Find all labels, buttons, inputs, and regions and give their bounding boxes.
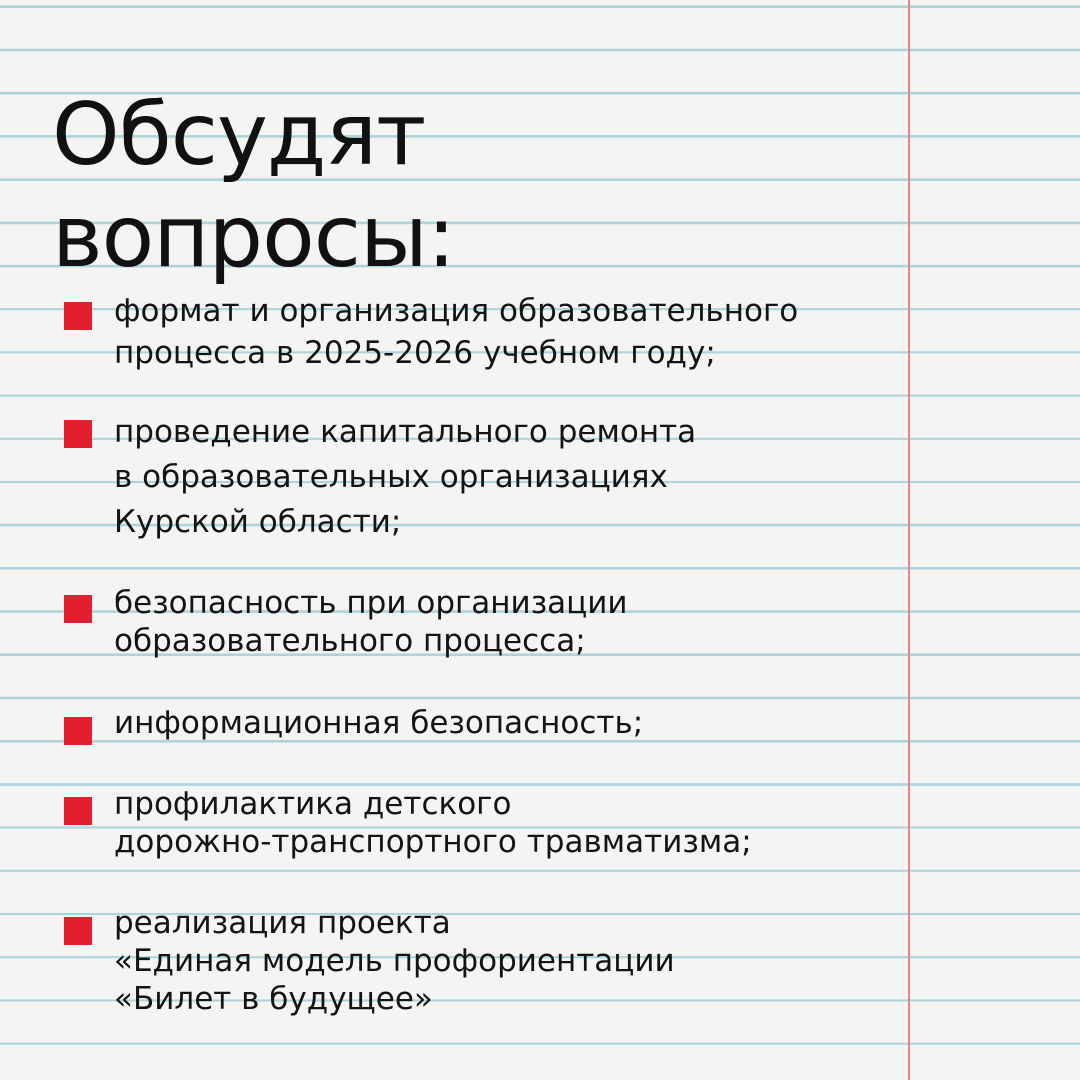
- square-bullet-icon: [64, 420, 92, 448]
- list-item-text: формат и организация образовательного: [114, 293, 799, 329]
- square-bullet-icon: [64, 302, 92, 330]
- title-line-1: Обсудят: [52, 85, 426, 185]
- list-item-text: информационная безопасность;: [114, 705, 644, 741]
- square-bullet-icon: [64, 917, 92, 945]
- title-line-2: вопросы:: [52, 187, 455, 287]
- square-bullet-icon: [64, 717, 92, 745]
- list-item-text: в образовательных организациях: [114, 459, 668, 495]
- list-item-text: процесса в 2025-2026 учебном году;: [114, 335, 716, 371]
- square-bullet-icon: [64, 595, 92, 623]
- list-item-text: Курской области;: [114, 504, 402, 540]
- list-item-text: проведение капитального ремонта: [114, 414, 697, 450]
- square-bullet-icon: [64, 797, 92, 825]
- list-item-text: «Билет в будущее»: [114, 981, 433, 1017]
- list-item-text: образовательного процесса;: [114, 623, 586, 659]
- list-item-text: реализация проекта: [114, 905, 451, 941]
- list-item-text: профилактика детского: [114, 786, 512, 822]
- list-item-text: безопасность при организации: [114, 585, 628, 621]
- list-item-text: «Единая модель профориентации: [114, 943, 675, 979]
- list-item-text: дорожно-транспортного травматизма;: [114, 824, 752, 860]
